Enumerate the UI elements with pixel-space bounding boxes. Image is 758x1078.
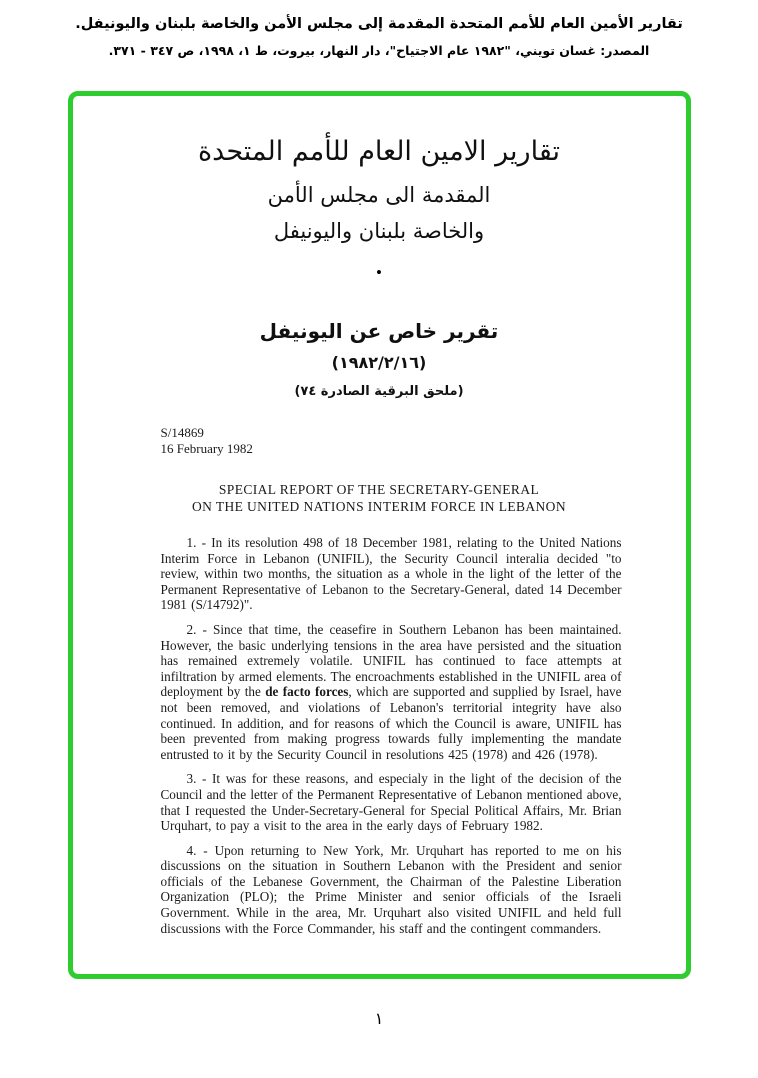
- arabic-report-date: (١٩٨٢/٢/١٦): [331, 353, 427, 372]
- english-title: [73, 481, 686, 515]
- page-number: ١: [374, 1009, 384, 1028]
- paragraph-segment: 1. - In its resolution 498 of 18 December 1981, relating to the United Nations Interim Force in Lebanon (UNIFIL), the Security Council interalia decided "to review, within two months, the situation as a whole in the light of the letter of the Permanent Representative of Lebanon to the Secretary-General, dated 14 December 1981 (S/14792)".: [160, 535, 622, 613]
- page-header: [0, 0, 758, 60]
- document-number: S/14869: [160, 425, 204, 440]
- document-date: 16 February 1982: [160, 441, 253, 456]
- bullet-separator: •: [376, 263, 382, 282]
- arabic-report-note: (ملحق البرقية الصادرة ٧٤): [294, 384, 464, 399]
- arabic-report-title: تقرير خاص عن اليونيفل: [259, 319, 499, 343]
- paragraph-segment: , which are supported and supplied by Israel, have not been removed, and violations of Lebanon's territorial integrity have also continued. In addition, and for reasons of which the Council is aware, UNIFIL has been prevented from making progress towards fully implementing the mandate entrusted to it by the Security Council in resolutions 425 (1978) and 426 (1978).: [160, 684, 622, 762]
- paragraph: [161, 622, 622, 762]
- arabic-title-line2: المقدمة الى مجلس الأمن: [267, 183, 491, 207]
- english-title-line2: ON THE UNITED NATIONS INTERIM FORCE IN LEBANON: [191, 499, 566, 514]
- paragraph-segment: 2. - Since that time, the ceasefire in Southern Lebanon has been maintained. However, the basic underlying tensions in the area have persisted and the situation has remained extremely volatile. UNIFIL has continued to face attempts at infiltration by armed elements. The encroachments established in the UNIFIL area of deployment by the: [160, 621, 622, 700]
- paragraph: [161, 771, 622, 833]
- paragraph-segment: 3. - It was for these reasons, and especialy in the light of the decision of the Council and the letter of the Permanent Representative of Lebanon mentioned above, that I requested the Under-Secretary-General for Special Political Affairs, Mr. Brian Urquhart, to pay a visit to the area in the early days of February 1982.: [160, 771, 622, 834]
- arabic-title-line1: تقارير الامين العام للأمم المتحدة: [198, 136, 560, 167]
- header-source: المصدر: غسان تويني، "١٩٨٢ عام الاجتياح"، دار النهار، بيروت، ط ١، ١٩٩٨، ص ٣٤٧ - ٣٧١.: [108, 43, 650, 58]
- paragraph: [161, 843, 622, 937]
- document-id-block: [161, 425, 686, 457]
- paragraphs: [161, 535, 622, 936]
- header-title: تقارير الأمين العام للأمم المتحدة المقدمة إلى مجلس الأمن والخاصة بلبنان واليونيفل.: [75, 16, 683, 32]
- paragraph-segment: 4. - Upon returning to New York, Mr. Urquhart has reported to me on his discussions on the situation in Southern Lebanon with the President and senior officials of the Lebanese Government, the Chairman of the Palestine Liberation Organization (PLO); the Prime Minister and senior officials of the Israeli Government. While in the area, Mr. Urquhart also visited UNIFIL and held full discussions with the Force Commander, his staff and the contingent commanders.: [160, 842, 622, 936]
- paragraph-bold-segment: de facto forces: [265, 684, 349, 700]
- arabic-title-line3: والخاصة بلبنان واليونيفل: [273, 219, 485, 243]
- paragraph: [161, 535, 622, 613]
- english-title-line1: SPECIAL REPORT OF THE SECRETARY-GENERAL: [218, 482, 540, 497]
- scanned-document-frame: [68, 91, 691, 979]
